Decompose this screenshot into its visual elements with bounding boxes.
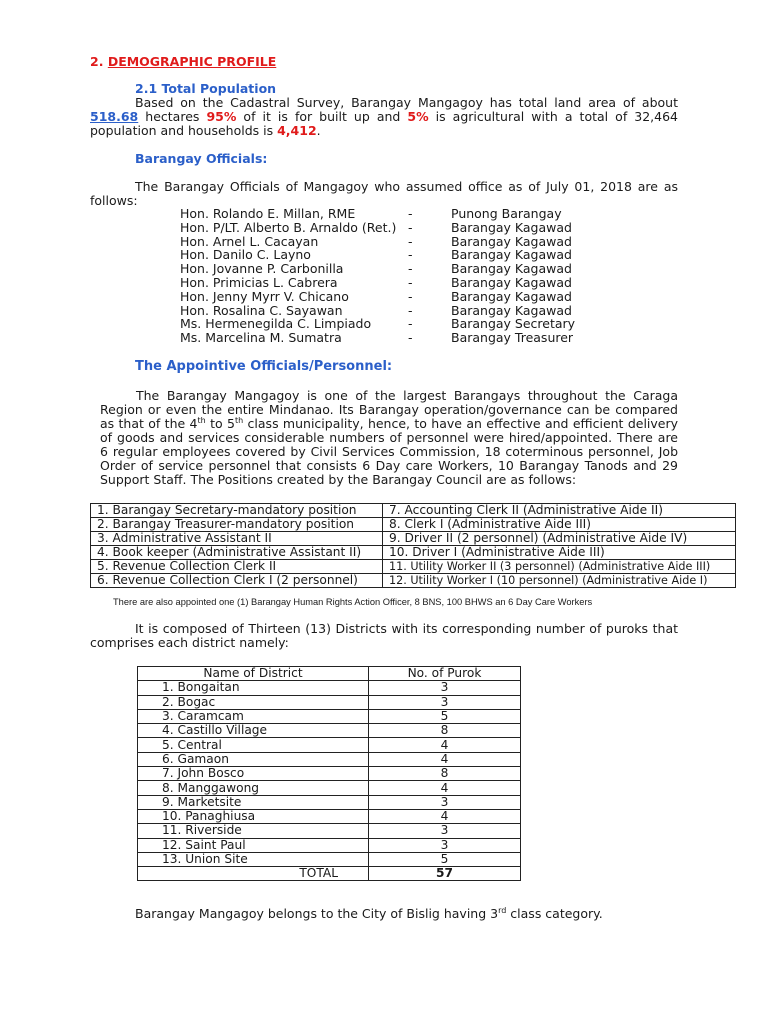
position-right-cell: 8. Clerk I (Administrative Aide III) [383, 518, 736, 532]
position-left-cell: 3. Administrative Assistant II [91, 532, 383, 546]
district-purok-count: 3 [369, 695, 521, 709]
official-name: Hon. Danilo C. Layno [180, 247, 311, 263]
barangay-officials-heading: Barangay Officials: [135, 151, 268, 166]
positions-row [91, 504, 736, 518]
district-row [138, 681, 521, 695]
districts-total-row [138, 867, 521, 881]
position-right-cell: 9. Driver II (2 personnel) (Administrative Aide IV) [383, 532, 736, 546]
district-purok-count: 4 [369, 781, 521, 795]
position-right-cell: 12. Utility Worker I (10 personnel) (Administrative Aide I) [383, 574, 736, 588]
position-left-cell: 2. Barangay Treasurer-mandatory position [91, 518, 383, 532]
district-name: 13. Union Site [138, 852, 369, 866]
official-position: Barangay Kagawad [451, 219, 572, 235]
official-name: Hon. Jenny Myrr V. Chicano [180, 288, 349, 304]
district-row [138, 809, 521, 823]
appointive-heading: The Appointive Officials/Personnel: [135, 359, 393, 374]
agricultural-percent: 5% [407, 109, 429, 124]
position-left-cell: 1. Barangay Secretary-mandatory position [91, 504, 383, 518]
district-purok-count: 4 [369, 809, 521, 823]
official-dash: - [408, 247, 413, 263]
official-name: Ms. Marcelina M. Sumatra [180, 330, 342, 346]
position-left-cell: 4. Book keeper (Administrative Assistant II) [91, 546, 383, 560]
official-name: Ms. Hermenegilda C. Limpiado [180, 316, 372, 332]
official-name: Hon. Primicias L. Cabrera [180, 275, 338, 290]
official-dash: - [408, 316, 413, 332]
district-row [138, 852, 521, 866]
district-row [138, 752, 521, 766]
district-purok-count: 3 [369, 795, 521, 809]
district-name: 1. Bongaitan [138, 681, 369, 695]
official-dash: - [408, 206, 413, 221]
official-name: Hon. Jovanne P. Carbonilla [180, 261, 344, 277]
districts-header-row [138, 667, 521, 681]
district-name: 5. Central [138, 738, 369, 752]
position-right-cell: 11. Utility Worker II (3 personnel) (Administrative Aide III) [383, 560, 736, 574]
official-dash: - [408, 261, 413, 277]
col-header-district: Name of District [138, 667, 369, 681]
official-position: Barangay Kagawad [451, 288, 572, 304]
appointees-note: There are also appointed one (1) Barangay Human Rights Action Officer, 8 BNS, 100 BHWS an 6 Day Care Workers [113, 597, 593, 607]
official-position: Barangay Kagawad [451, 261, 572, 277]
official-position: Barangay Kagawad [451, 247, 572, 263]
households-value: 4,412 [277, 123, 317, 138]
official-position: Barangay Secretary [451, 316, 576, 332]
district-row [138, 738, 521, 752]
district-name: 9. Marketsite [138, 795, 369, 809]
total-population-heading: 2.1 Total Population [135, 81, 277, 96]
appointive-paragraph: The Barangay Mangagoy is one of the largest Barangays throughout the Caraga Region or even the entire Mindanao. Its Barangay operation/governance can be compared as that of the 4th to 5th class municipality, hence, to have an effective and efficient delivery of goods and services considerable numbers of personnel were hired/appointed. There are 6 regular employees covered by Civil Services Commission, 18 coterminous personnel, Job Order of service personnel that consists 6 Day care Workers, 10 Barangay Tanods and 29 Support Staff. The Positions created by the Barangay Council are as follows: [100, 388, 679, 487]
district-name: 12. Saint Paul [138, 838, 369, 852]
district-name: 6. Gamaon [138, 752, 369, 766]
positions-row [91, 518, 736, 532]
official-dash: - [408, 219, 413, 235]
positions-row [91, 574, 736, 588]
district-name: 7. John Bosco [138, 767, 369, 781]
district-row [138, 724, 521, 738]
section-title: DEMOGRAPHIC PROFILE [107, 54, 277, 69]
official-dash: - [408, 233, 413, 249]
positions-row [91, 532, 736, 546]
district-name: 3. Caramcam [138, 709, 369, 723]
district-purok-count: 8 [369, 724, 521, 738]
col-header-purok: No. of Purok [369, 667, 521, 681]
districts-table [137, 666, 521, 881]
official-position: Barangay Kagawad [451, 302, 572, 318]
officials-intro: The Barangay Officials of Mangagoy who assumed office as of July 01, 2018 are as follows: [90, 179, 678, 208]
official-position: Barangay Kagawad [451, 233, 572, 249]
positions-row [91, 560, 736, 574]
closing-statement: Barangay Mangagoy belongs to the City of Bislig having 3rd class category. [135, 905, 603, 921]
official-name: Hon. Arnel L. Cacayan [180, 233, 319, 249]
district-name: 2. Bogac [138, 695, 369, 709]
district-purok-count: 3 [369, 824, 521, 838]
district-purok-count: 8 [369, 767, 521, 781]
built-up-percent: 95% [206, 109, 237, 124]
position-right-cell: 7. Accounting Clerk II (Administrative Aide II) [383, 504, 736, 518]
official-dash: - [408, 330, 413, 346]
official-dash: - [408, 288, 413, 304]
position-right-cell: 10. Driver I (Administrative Aide III) [383, 546, 736, 560]
district-name: 4. Castillo Village [138, 724, 369, 738]
official-dash: - [408, 275, 413, 290]
district-name: 10. Panaghiusa [138, 809, 369, 823]
districts-intro: It is composed of Thirteen (13) Districts with its corresponding number of puroks that comprises each district namely: [90, 621, 678, 650]
district-row [138, 824, 521, 838]
official-name: Hon. P/LT. Alberto B. Arnaldo (Ret.) [180, 219, 397, 235]
district-purok-count: 3 [369, 838, 521, 852]
district-row [138, 781, 521, 795]
section-number: 2. [90, 54, 104, 69]
position-left-cell: 5. Revenue Collection Clerk II [91, 560, 383, 574]
district-purok-count: 5 [369, 709, 521, 723]
positions-table [90, 503, 736, 588]
land-area-value: 518.68 [90, 109, 139, 124]
district-row [138, 709, 521, 723]
district-purok-count: 4 [369, 738, 521, 752]
district-name: 8. Manggawong [138, 781, 369, 795]
total-label: TOTAL [138, 867, 369, 881]
total-population-paragraph: Based on the Cadastral Survey, Barangay Mangagoy has total land area of about 518.68 hectares 95% of it is for built up and 5% is agricultural with a total of 32,464 population and households is 4,412. [90, 95, 678, 138]
district-row [138, 795, 521, 809]
district-purok-count: 5 [369, 852, 521, 866]
district-name: 11. Riverside [138, 824, 369, 838]
official-name: Hon. Rosalina C. Sayawan [180, 302, 343, 318]
section-heading [90, 54, 276, 69]
official-position: Punong Barangay [451, 206, 562, 221]
official-position: Barangay Kagawad [451, 275, 572, 290]
district-row [138, 695, 521, 709]
total-value: 57 [369, 867, 521, 881]
district-purok-count: 4 [369, 752, 521, 766]
position-left-cell: 6. Revenue Collection Clerk I (2 personnel) [91, 574, 383, 588]
positions-row [91, 546, 736, 560]
official-name: Hon. Rolando E. Millan, RME [180, 206, 356, 221]
district-purok-count: 3 [369, 681, 521, 695]
district-row [138, 838, 521, 852]
district-row [138, 767, 521, 781]
official-position: Barangay Treasurer [451, 330, 574, 346]
official-dash: - [408, 302, 413, 318]
